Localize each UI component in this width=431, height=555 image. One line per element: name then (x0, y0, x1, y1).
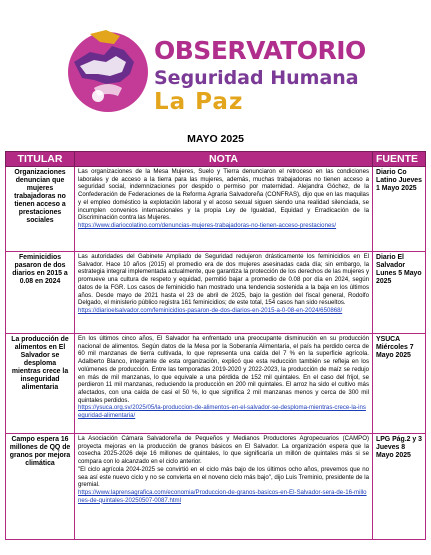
row-nota-quote: "El ciclo agrícola 2024-2025 se convirtió en el ciclo más bajo de los últimos ocho años, prevemos que no sea así este nuevo ciclo y no se convierta en el noveno ciclo más bajo", dijo Luis Treminio, presidente de la gremial. (78, 465, 369, 489)
report-month: MAYO 2025 (187, 133, 244, 145)
row-fuente: YSUCA Miércoles 7 Mayo 2025 (373, 334, 426, 434)
row-fuente: LPG Pág.2 y 3 Jueves 8 Mayo 2025 (373, 434, 426, 540)
row-titular: La producción de alimentos en El Salvador se desploma mientras crece la inseguridad alimentaria (6, 334, 75, 434)
row-link[interactable]: https://www.laprensagrafica.com/economia/Produccion-de-granos-basicos-en-El-Salvador-sera-de-16-millones-de-quintales-20250507-0087.html (78, 488, 367, 504)
row-nota (75, 167, 373, 252)
row-nota-text: En los últimos cinco años, El Salvador ha enfrentado una preocupante disminución en su producción nacional de alimentos. Según datos de la Mesa por la Soberanía Alimentaria, el país ha perdido cerca de 60 mil manzanas de tierra cultivada, lo que representa una caída del 7 % en la superficie agrícola. Adalberto Blanco, integrante de esta organización, explicó que esta reducción también se refleja en los volúmenes de producción. Entre las temporadas 2019-2020 y 2022-2023, la producción de maíz se redujo en más de mil manzanas, lo que equivale a una pérdida de 152 mil quintales. En el caso del frijol, se perdieron 11 mil manzanas, reduciendo la producción en 200 mil quintales. El arroz ha sido el cultivo más afectados, con una caída de casi el 50 %, lo que significa 2 mil manzanas menos y cerca de 300 mil quintales perdidos. (78, 335, 369, 404)
row-link[interactable]: https://www.diariocolatino.com/denuncias-mujeres-trabajadoras-no-tienen-acceso-prestaciones/ (78, 221, 337, 229)
header-titular: TITULAR (6, 152, 75, 167)
row-nota (75, 334, 373, 434)
news-table (5, 151, 426, 540)
table-row (6, 334, 426, 434)
row-nota-text: Las autoridades del Gabinete Ampliado de Seguridad redujeron drásticamente los feminicidios en El Salvador. Hace 10 años (2015) el promedio era de dos mujeres asesinadas cada día; sin embargo, la estrategia integral implementada actualmente, que garantiza la protección de los derechos de las mujeres y promueve una cultura de respeto y equidad, permitió bajar a promedio de 0.08 por día en 2024, según datos de la FGR. Los casos de feminicidio han mostrado una tendencia sostenida a la baja en los últimos años. Desde mayo de 2021 hasta el 23 de abril de 2025, bajo la gestión del fiscal general, Rodolfo Delgado, el ministerio público registra 161 feminicidios; de este total, 154 casos han sido resueltos. (78, 253, 369, 307)
header-fuente: FUENTE (373, 152, 426, 167)
logo (60, 22, 380, 132)
row-fuente: Diario Co Latino Jueves 1 Mayo 2025 (373, 167, 426, 252)
table-row (6, 167, 426, 252)
header-nota: NOTA (75, 152, 373, 167)
row-link[interactable]: https://diarioelsalvador.com/feminicidios-pasaron-de-dos-diarios-en-2015-a-0-08-en-2024/650868/ (78, 306, 343, 314)
row-titular: Campo espera 16 millones de QQ de granos por mejora climática (6, 434, 75, 540)
table-row (6, 252, 426, 334)
logo-title: OBSERVATORIO (154, 36, 366, 65)
row-titular: Feminicidios pasaron de dos diarios en 2015 a 0.08 en 2024 (6, 252, 75, 334)
row-nota-text: La Asociación Cámara Salvadoreña de Pequeños y Medianos Productores Agropecuarios (CAMPO) proyecta mejoras en la producción de granos básicos en El Salvador. La organización espera que la cosecha 2025-2026 deje 16 millones de quintales, lo que significaría un millón de quintales más si se compara con lo alcanzado en el ciclo anterior. (78, 435, 369, 466)
row-fuente: Diario El Salvador Lunes 5 Mayo 2025 (373, 252, 426, 334)
logo-place: La Paz (154, 89, 244, 115)
logo-subtitle: Seguridad Humana (154, 67, 359, 89)
row-nota (75, 252, 373, 334)
el-salvador-map-icon (60, 22, 152, 118)
row-nota-text: Las organizaciones de la Mesa Mujeres, Suelo y Tierra denunciaron el retroceso en las condiciones laborales y de acceso a la tierra para las mujeres, además, muchas trabajadoras no tienen acceso a seguridad social, indemnizaciones por despido o permiso por maternidad. Alejandra Góchez, de la Confederación de Federaciones de la Reforma Agraria Salvadoreña (CONFRAS), dijo que en las maquilas y el empleo doméstico la explotación laboral y el acoso sexual siguen siendo una realidad silenciada, se incumplen convenios internacionales y la propia Ley de Igualdad, Equidad y Erradicación de la Discriminación contra las Mujeres. (78, 168, 369, 222)
table-row (6, 434, 426, 540)
row-link[interactable]: https://ysuca.org.sv/2025/05/la-produccion-de-alimentos-en-el-salvador-se-desploma-mientras-crece-la-inseguridad-alimentaria/ (78, 404, 366, 420)
row-nota (75, 434, 373, 540)
row-titular: Organizaciones denuncian que mujeres trabajadoras no tienen acceso a prestaciones sociales (6, 167, 75, 252)
table-header-row (6, 152, 426, 167)
